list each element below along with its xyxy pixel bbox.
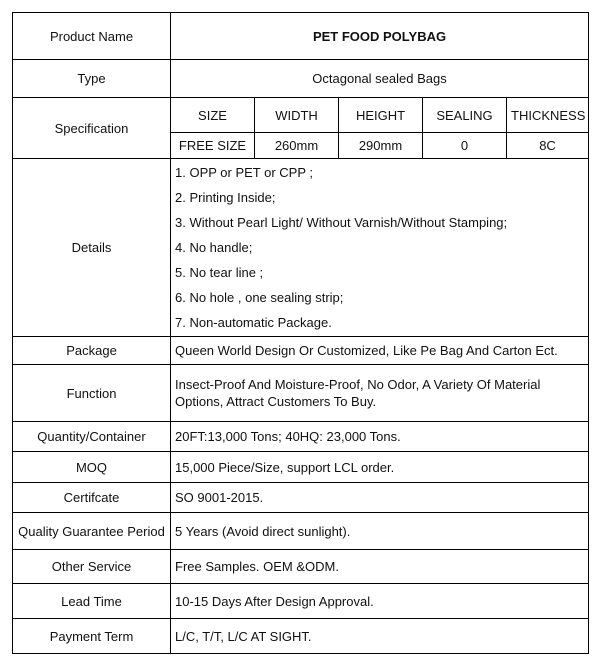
payment-label: Payment Term <box>13 619 171 654</box>
details-item: 3. Without Pearl Light/ Without Varnish/Without Stamping; <box>175 215 508 230</box>
package-value: Queen World Design Or Customized, Like Pe Bag And Carton Ect. <box>171 337 589 365</box>
row-certificate <box>13 483 589 513</box>
details-item: 4. No handle; <box>175 240 253 255</box>
lead-time-value: 10-15 Days After Design Approval. <box>171 584 589 619</box>
row-package <box>13 337 589 365</box>
spec-value-height: 290mm <box>339 133 423 159</box>
spec-header-sealing: SEALING <box>423 98 507 133</box>
row-type <box>13 60 589 98</box>
row-product-name <box>13 13 589 60</box>
row-function <box>13 365 589 422</box>
lead-time-label: Lead Time <box>13 584 171 619</box>
type-value: Octagonal sealed Bags <box>171 60 589 98</box>
details-item: 7. Non-automatic Package. <box>175 315 332 330</box>
row-other-service <box>13 550 589 584</box>
function-value: Insect-Proof And Moisture-Proof, No Odor, A Variety Of Material Options, Attract Customers To Buy. <box>171 365 589 422</box>
details-item: 2. Printing Inside; <box>175 190 276 205</box>
type-label: Type <box>13 60 171 98</box>
certificate-value: SO 9001-2015. <box>171 483 589 513</box>
row-lead-time <box>13 584 589 619</box>
spec-value-width: 260mm <box>255 133 339 159</box>
details-list <box>171 159 589 337</box>
certificate-label: Certifcate <box>13 483 171 513</box>
quantity-label: Quantity/Container <box>13 422 171 452</box>
details-item: 1. OPP or PET or CPP ; <box>175 165 314 180</box>
product-name-label: Product Name <box>13 13 171 60</box>
row-payment <box>13 619 589 654</box>
moq-value: 15,000 Piece/Size, support LCL order. <box>171 452 589 483</box>
guarantee-value: 5 Years (Avoid direct sunlight). <box>171 513 589 550</box>
product-spec-table <box>12 12 589 654</box>
row-details <box>13 159 589 337</box>
payment-value: L/C, T/T, L/C AT SIGHT. <box>171 619 589 654</box>
spec-header-width: WIDTH <box>255 98 339 133</box>
quantity-value: 20FT:13,000 Tons; 40HQ: 23,000 Tons. <box>171 422 589 452</box>
details-item: 6. No hole , one sealing strip; <box>175 290 344 305</box>
spec-header-height: HEIGHT <box>339 98 423 133</box>
moq-label: MOQ <box>13 452 171 483</box>
row-specification-headers <box>13 98 589 133</box>
spec-value-size: FREE SIZE <box>171 133 255 159</box>
row-quantity <box>13 422 589 452</box>
spec-header-thickness: THICKNESS <box>507 98 589 133</box>
spec-value-thickness: 8C <box>507 133 589 159</box>
row-moq <box>13 452 589 483</box>
other-service-value: Free Samples. OEM &ODM. <box>171 550 589 584</box>
details-item: 5. No tear line ; <box>175 265 264 280</box>
package-label: Package <box>13 337 171 365</box>
spec-header-size: SIZE <box>171 98 255 133</box>
product-name-value: PET FOOD POLYBAG <box>171 13 589 60</box>
guarantee-label: Quality Guarantee Period <box>13 513 171 550</box>
specification-label: Specification <box>13 98 171 159</box>
function-label: Function <box>13 365 171 422</box>
other-service-label: Other Service <box>13 550 171 584</box>
spec-value-sealing: 0 <box>423 133 507 159</box>
details-label: Details <box>13 159 171 337</box>
row-guarantee <box>13 513 589 550</box>
